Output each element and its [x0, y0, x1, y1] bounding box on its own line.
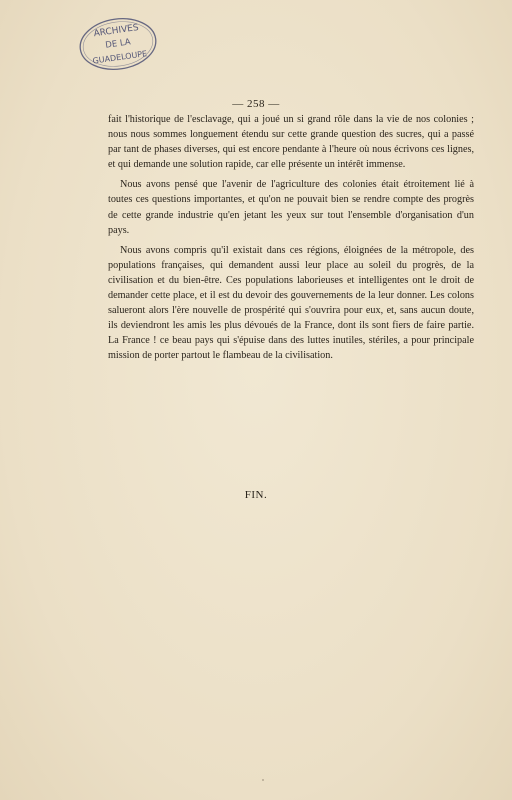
end-mark: FIN.	[244, 489, 268, 501]
page-number: — 258 —	[232, 98, 280, 110]
paragraph-1: fait l'historique de l'esclavage, qui a joué un si grand rôle dans la vie de nos colonies ; nous nous sommes longuement étendu sur cette grande question des sucres, qui a passé par tant de phases diverses, qui est encore pendante à l'heure où nous écrivons ces lignes, et qui demande une solution rapide, car elle présente un intérêt immense.	[108, 114, 474, 171]
paper-speck	[262, 779, 264, 781]
stamp-line-2: DE LA	[104, 37, 132, 51]
archives-stamp	[76, 14, 160, 74]
paragraph-2: Nous avons pensé que l'avenir de l'agriculture des colonies était étroitement lié à toutes ces questions importantes, et qu'on ne pouvait bien se rendre compte des progrès de cette grande industrie qu'en jetant les yeux sur tout l'ensemble d'organisation d'un pays.	[108, 179, 474, 236]
stamp-line-3: GUADELOUPE	[92, 49, 148, 66]
paragraph-3: Nous avons compris qu'il existait dans ces régions, éloignées de la métropole, des populations françaises, qui demandent aussi leur place au soleil du progrès, de la civilisation et du bien-être. Ces populations laborieuses et intelligentes ont le droit de demander cette place, et il est du devoir des gouvernements de la leur donner. Les colons salueront alors l'ère nouvelle de prospérité qui s'ouvrira pour eux, et, sans aucun doute, ils deviendront les amis les plus dévoués de la France, dont ils sont fiers de faire partie. La France ! ce beau pays qui s'épuise dans des luttes inutiles, stériles, a pour principale mission de porter partout le flambeau de la civilisation.	[108, 244, 474, 362]
stamp-line-1: ARCHIVES	[93, 23, 140, 40]
body-text	[108, 112, 474, 369]
